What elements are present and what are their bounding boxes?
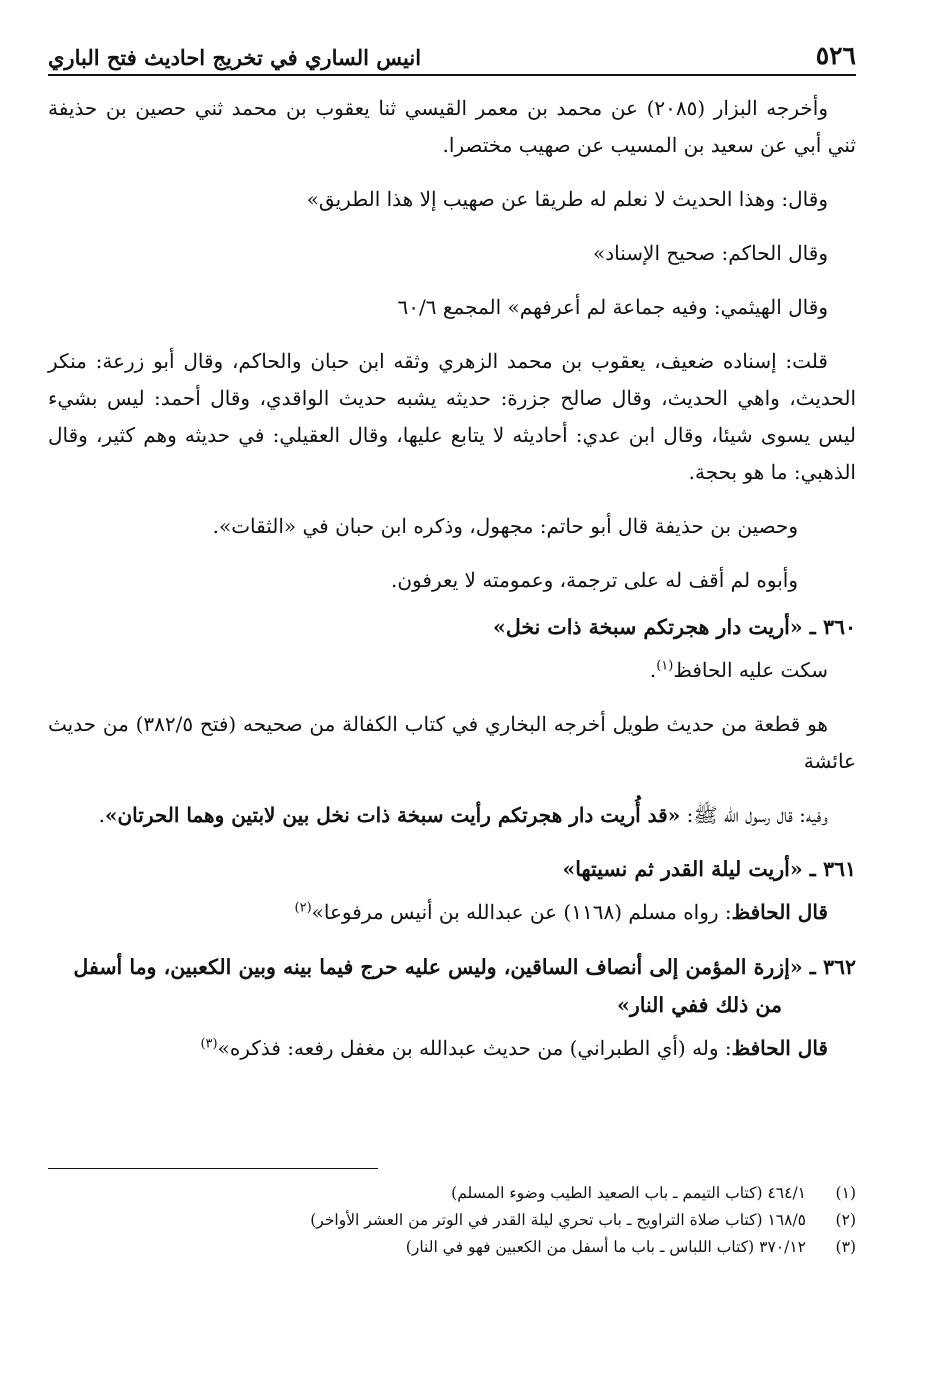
paragraph-silence [48, 652, 856, 689]
main-text [48, 90, 856, 1067]
footnote-item [76, 1207, 856, 1234]
hadith-lead: وفيه: قال رسول الله ﷺ: [680, 803, 828, 827]
silence-text: سكت عليه الحافظ [673, 658, 828, 682]
paragraph-haythami: وقال الهيثمي: وفيه جماعة لم أعرفهم» المجمع ٦٠/٦ [397, 295, 828, 319]
hadith-heading-362: ٣٦٢ ـ «إزرة المؤمن إلى أنصاف الساقين، وليس عليه حرج فيما بينه وبين الكعبين، وما أسفل من ذلك ففي النار» [73, 955, 856, 1017]
paragraph-hadith-text [48, 797, 856, 834]
hadith-heading-361: ٣٦١ ـ «أريت ليلة القدر ثم نسيتها» [562, 857, 856, 881]
hafiz-label-362: قال الحافظ [731, 1036, 828, 1060]
silence-end: . [649, 658, 657, 682]
footnote-item [76, 1180, 856, 1207]
hadith-end: . [98, 803, 105, 827]
paragraph-bazzar-statement: وقال: وهذا الحديث لا نعلم له طريقا عن صهيب إلا هذا الطريق» [306, 187, 828, 211]
paragraph-bukhari-source: هو قطعة من حديث طويل أخرجه البخاري في كتاب الكفالة من صحيحه (فتح ٣٨٢/٥) من حديث عائشة [48, 712, 856, 773]
footnote-ref-1[interactable]: (١) [656, 658, 674, 674]
paragraph-father: وأبوه لم أقف له على ترجمة، وعمومته لا يعرفون. [391, 568, 798, 592]
paragraph-bazzar: وأخرجه البزار (٢٠٨٥) عن محمد بن معمر القيسي ثنا يعقوب بن محمد ثني حصين بن حذيفة ثني أبي عن سعيد بن المسيب عن صهيب مختصرا. [48, 96, 856, 157]
running-title: انيس الساري في تخريج احاديث فتح الباري [48, 45, 422, 70]
footnote-item [76, 1234, 856, 1261]
page-header [48, 30, 856, 76]
hafiz-label-361: قال الحافظ [731, 900, 828, 924]
footnote-text: ١٦٨/٥ (كتاب صلاة التراويح ـ باب تحري ليلة القدر في الوتر من العشر الأواخر) [310, 1211, 806, 1229]
footnote-ref-3[interactable]: (٣) [200, 1036, 218, 1052]
footnotes [76, 1180, 856, 1261]
footnote-text: ٣٧٠/١٢ (كتاب اللباس ـ باب ما أسفل من الكعبين فهو في النار) [405, 1238, 806, 1256]
paragraph-isnad-assessment: قلت: إسناده ضعيف، يعقوب بن محمد الزهري وثقه ابن حبان والحاكم، وقال أبو زرعة: منكر الحديث، واهي الحديث، وقال صالح جزرة: حديثه يشبه حديث الواقدي، وقال أحمد: ليس بشيء ليس يسوى شيئا، وقال ابن عدي: أحاديثه لا يتابع عليها، وقال العقيلي: في حديثه وهم كثير، وقال الذهبي: ما هو بحجة. [48, 349, 856, 484]
paragraph-hafiz-362 [48, 1030, 856, 1067]
footnote-text: ٤٦٤/١ (كتاب التيمم ـ باب الصعيد الطيب وضوء المسلم) [451, 1184, 806, 1202]
hafiz-text-362: : وله (أي الطبراني) من حديث عبدالله بن مغفل رفعه: فذكره» [217, 1036, 732, 1060]
paragraph-hafiz-361 [48, 894, 856, 931]
footnote-mark: (٣) [835, 1238, 856, 1256]
footnote-mark: (١) [835, 1184, 856, 1202]
page-number: ٥٢٦ [815, 41, 856, 70]
paragraph-hakim: وقال الحاكم: صحيح الإسناد» [593, 241, 828, 265]
footnote-mark: (٢) [835, 1211, 856, 1229]
book-page [48, 30, 856, 1084]
hadith-heading-360: ٣٦٠ ـ «أريت دار هجرتكم سبخة ذات نخل» [493, 615, 856, 639]
hadith-quote: «قد أُريت دار هجرتكم رأيت سبخة ذات نخل بين لابتين وهما الحرتان» [104, 803, 681, 827]
footnote-divider [48, 1168, 378, 1169]
hafiz-text-361: : رواه مسلم (١١٦٨) عن عبدالله بن أنيس مرفوعا» [311, 900, 732, 924]
footnote-ref-2[interactable]: (٢) [294, 900, 312, 916]
paragraph-husayn: وحصين بن حذيفة قال أبو حاتم: مجهول، وذكره ابن حبان في «الثقات». [212, 514, 798, 538]
